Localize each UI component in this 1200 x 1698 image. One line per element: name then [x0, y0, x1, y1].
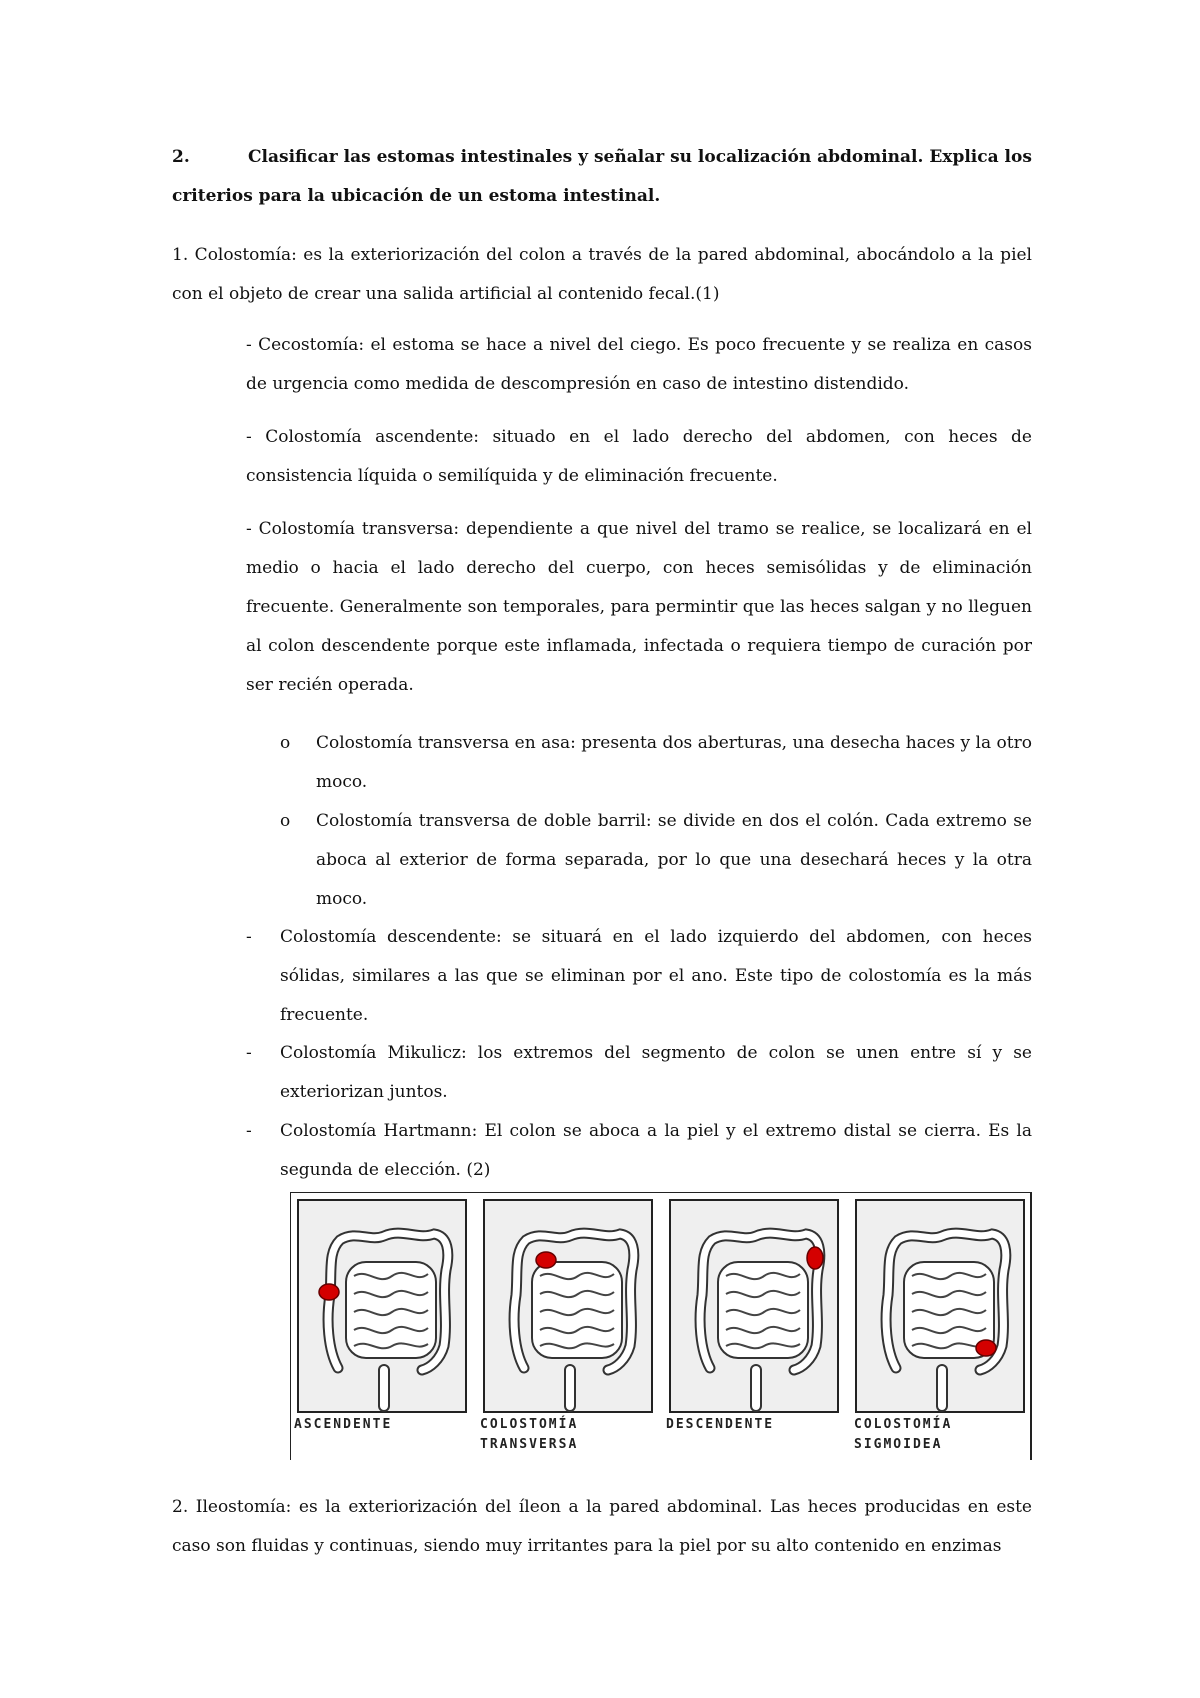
- question-text: Clasificar las estomas intestinales y señalar su localización abdominal. Explica los criterios para la ubicación de un estoma intestinal.: [172, 147, 1032, 206]
- caption-sigmoidea-line2: SIGMOIDEA: [854, 1437, 943, 1452]
- panel-ascendente: [298, 1200, 466, 1412]
- stoma-marker: [807, 1247, 823, 1269]
- caption-ascendente: ASCENDENTE: [294, 1417, 393, 1432]
- caption-sigmoidea-line1: COLOSTOMÍA: [854, 1417, 953, 1432]
- stoma-marker: [319, 1284, 339, 1300]
- cecostomia-paragraph: - Cecostomía: el estoma se hace a nivel del ciego. Es poco frecuente y se realiza en casos de urgencia como medida de descompresión en caso de intestino distendido.: [246, 335, 1032, 394]
- colostomia-ascendente-paragraph: - Colostomía ascendente: situado en el lado derecho del abdomen, con heces de consistencia líquida o semilíquida y de eliminación frecuente.: [246, 427, 1032, 486]
- dash-item-hartmann: Colostomía Hartmann: El colon se aboca a la piel y el extremo distal se cierra. Es la segunda de elección. (2): [280, 1121, 1032, 1180]
- sub-bullet-marker: o: [280, 733, 291, 753]
- dash-bullet-marker: -: [246, 1043, 252, 1063]
- sub-bullet-transversa-doble-barril: Colostomía transversa de doble barril: se divide en dos el colón. Cada extremo se aboca al exterior de forma separada, por lo que una desechará heces y la otra moco.: [316, 811, 1032, 909]
- sub-bullet-marker: o: [280, 811, 291, 831]
- stoma-marker: [976, 1340, 996, 1356]
- dash-item-descendente: Colostomía descendente: se situará en el lado izquierdo del abdomen, con heces sólidas, similares a las que se eliminan por el ano. Este tipo de colostomía es la más frecuente.: [280, 927, 1032, 1025]
- dash-bullet-marker: -: [246, 927, 252, 947]
- colostomia-intro: 1. Colostomía: es la exteriorización del colon a través de la pared abdominal, abocándolo a la piel con el objeto de crear una salida artificial al contenido fecal.(1): [172, 245, 1032, 304]
- panel-transversa: [484, 1200, 652, 1412]
- colostomy-locations-figure: [290, 1192, 1032, 1460]
- caption-transversa-line2: TRANSVERSA: [480, 1437, 579, 1452]
- caption-descendente: DESCENDENTE: [666, 1417, 775, 1432]
- dash-item-mikulicz: Colostomía Mikulicz: los extremos del segmento de colon se unen entre sí y se exteriorizan juntos.: [280, 1043, 1032, 1102]
- panel-sigmoidea: [856, 1200, 1024, 1412]
- stoma-marker: [536, 1252, 556, 1268]
- ileostomia-intro: 2. Ileostomía: es la exteriorización del íleon a la pared abdominal. Las heces producidas en este caso son fluidas y continuas, siendo muy irritantes para la piel por su alto contenido en enzimas: [172, 1497, 1032, 1556]
- dash-bullet-marker: -: [246, 1121, 252, 1141]
- colostomy-illustration: [290, 1192, 1032, 1460]
- question-heading: [172, 138, 1032, 216]
- sub-bullet-transversa-asa: Colostomía transversa en asa: presenta dos aberturas, una desecha haces y la otro moco.: [316, 733, 1032, 792]
- colostomia-transversa-paragraph: - Colostomía transversa: dependiente a que nivel del tramo se realice, se localizará en el medio o hacia el lado derecho del cuerpo, con heces semisólidas y de eliminación frecuente. Generalmente son temporales, para permintir que las heces salgan y no lleguen al colon descendente porque este inflamada, infectada o requiera tiempo de curación por ser recién operada.: [246, 519, 1032, 695]
- caption-transversa-line1: COLOSTOMÍA: [480, 1417, 579, 1432]
- question-number: 2.: [172, 147, 190, 167]
- panel-descendente: [670, 1200, 838, 1412]
